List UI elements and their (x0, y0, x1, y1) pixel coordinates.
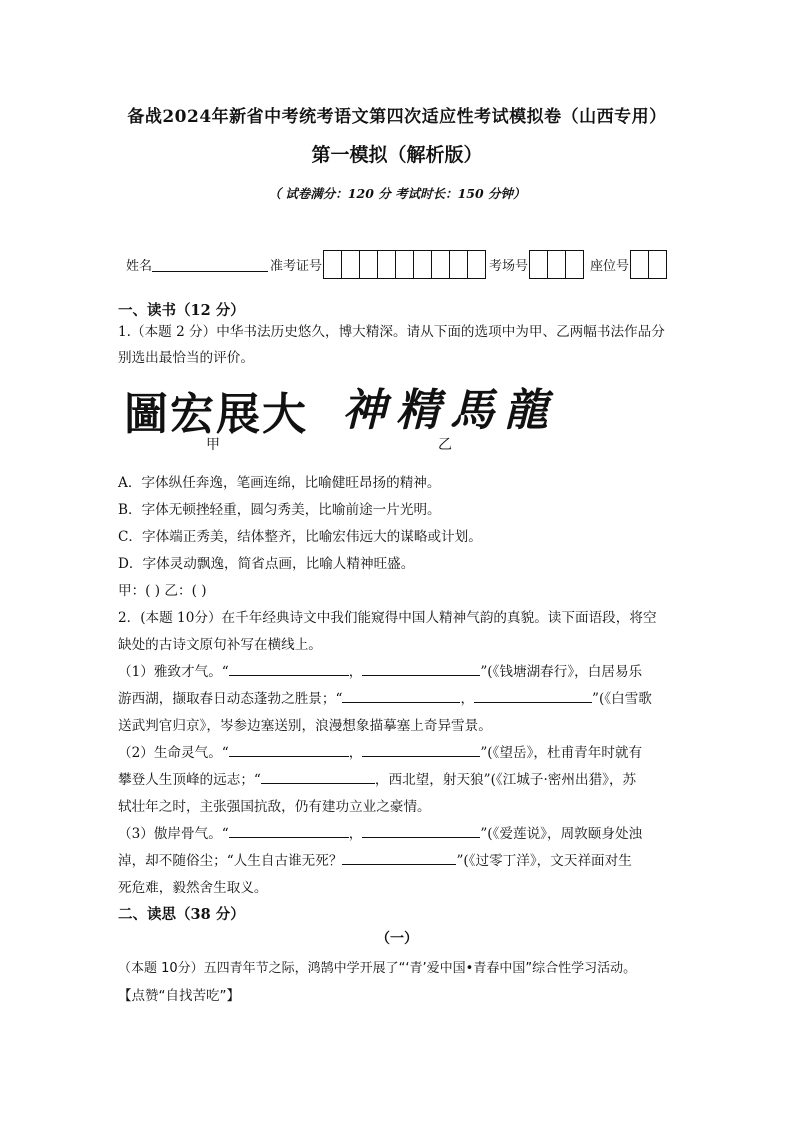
label-yi: 乙 (438, 437, 452, 453)
q2-p2-blank3[interactable] (261, 769, 375, 784)
q2-p1-end: ”(《钱塘湖春行》，白居易乐 (480, 664, 643, 680)
exam-title: 备战2024年新省中考统考语文第四次适应性考试模拟卷（山西专用） (127, 107, 667, 127)
q1-stem-line2: 别选出最恰当的评价。 (118, 350, 254, 366)
option-d: D．字体灵动飘逸，简省点画，比喻人精神旺盛。 (118, 556, 415, 572)
q2-p3-end: ”(《爱莲说》，周敦颐身处浊 (480, 826, 643, 842)
q2-p2-line2-start: 攀登人生顶峰的远志；“ (118, 772, 261, 788)
calligraphy-jia: 圖宏展大 (124, 389, 308, 440)
q2-p3-line3: 死危难，毅然舍生取义。 (118, 880, 268, 896)
exam-info: （ 试卷满分：120 分 考试时长：150 分钟） (268, 186, 526, 201)
q2-p1-line2 (118, 687, 652, 707)
q2-p3-blank3[interactable] (342, 850, 456, 865)
label-jia: 甲 (206, 437, 220, 453)
q2-p3-mid: ， (348, 826, 363, 842)
q2-p3-start: （3）傲岸骨气。“ (118, 826, 229, 842)
exam-subtitle: 第一模拟（解析版） (311, 144, 483, 166)
section2-subheading: 【点赞“自找苦吃”】 (118, 988, 240, 1004)
q2-stem-line2: 缺处的古诗文原句补写在横线上。 (118, 637, 322, 653)
q2-p1-blank2[interactable] (362, 661, 480, 676)
q2-p1-line2-mid: ， (460, 691, 475, 707)
exam-number-boxes[interactable] (324, 250, 486, 279)
q2-p2-line2 (118, 768, 636, 788)
section2-intro: （本题 10分）五四青年节之际，鸿鹄中学开展了“‘青’爱中国•青春中国”综合性学习活动。 (118, 961, 637, 976)
q2-p3-line2-start: 淖，却不随俗尘；“人生自古谁无死？ (118, 853, 343, 869)
q2-p3-line2-end: ”(《过零丁洋》，文天祥面对生 (456, 853, 632, 869)
q2-p1-line3: 送武判官归京》，岑参边塞送别，浪漫想象描摹塞上奇异雪景。 (118, 718, 492, 734)
exam-number-label: 准考证号 (270, 259, 323, 274)
q2-p3-blank2[interactable] (362, 823, 480, 838)
q2-p1-line2-end: ”(《白雪歌 (592, 691, 652, 707)
exam-room-boxes[interactable] (530, 250, 584, 279)
q2-p3-line1 (118, 822, 642, 842)
section1-heading: 一、读书（12 分） (118, 302, 245, 319)
q2-p1-start: （1）雅致才气。“ (118, 664, 229, 680)
q2-p3-blank1[interactable] (229, 823, 349, 838)
q2-p1-line1 (118, 660, 642, 680)
q2-p2-blank2[interactable] (362, 742, 480, 757)
candidate-info-row (126, 250, 667, 279)
q2-p3-line2 (118, 849, 632, 869)
q2-p2-start: （2）生命灵气。“ (118, 745, 229, 761)
q1-stem-line1: 1.（本题 2 分）中华书法历史悠久，博大精深。请从下面的选项中为甲、乙两幅书法作品分 (118, 324, 665, 340)
q2-p1-blank3[interactable] (342, 688, 460, 703)
q2-p1-mid: ， (348, 664, 363, 680)
name-label: 姓名 (126, 259, 153, 274)
seat-boxes[interactable] (631, 250, 667, 279)
option-b: B．字体无顿挫轻重，圆匀秀美，比喻前途一片光明。 (118, 502, 441, 518)
q2-p2-line3: 轼壮年之时，主张强国抗敌，仍有建功立业之豪情。 (118, 799, 431, 815)
exam-room-label: 考场号 (489, 259, 529, 274)
part-label: （一） (376, 931, 418, 947)
q2-p2-line2-end: ，西北望，射天狼”(《江城子·密州出猎》，苏 (374, 772, 637, 788)
calligraphy-yi: 神精馬龍 (342, 385, 558, 436)
q2-p2-blank1[interactable] (229, 742, 349, 757)
seat-label: 座位号 (590, 259, 630, 274)
q1-answer-line: 甲：( ) 乙：( ) (118, 583, 207, 599)
q2-stem-line1: 2．(本题 10分）在千年经典诗文中我们能窥得中国人精神气韵的真貌。读下面语段，将空 (118, 610, 657, 626)
q2-p1-blank4[interactable] (474, 688, 592, 703)
q2-p1-blank1[interactable] (229, 661, 349, 676)
option-a: A．字体纵任奔逸，笔画连绵，比喻健旺昂扬的精神。 (118, 475, 441, 491)
name-field[interactable] (152, 257, 268, 272)
q2-p2-mid: ， (348, 745, 363, 761)
q2-p2-line1 (118, 741, 642, 761)
section2-heading: 二、读思（38 分） (118, 906, 245, 923)
q2-p2-end: ”(《望岳》，杜甫青年时就有 (480, 745, 643, 761)
q2-p1-line2-start: 游西湖，撷取春日动态蓬勃之胜景；“ (118, 691, 343, 707)
option-c: C．字体端正秀美，结体整齐，比喻宏伟远大的谋略或计划。 (118, 529, 482, 545)
